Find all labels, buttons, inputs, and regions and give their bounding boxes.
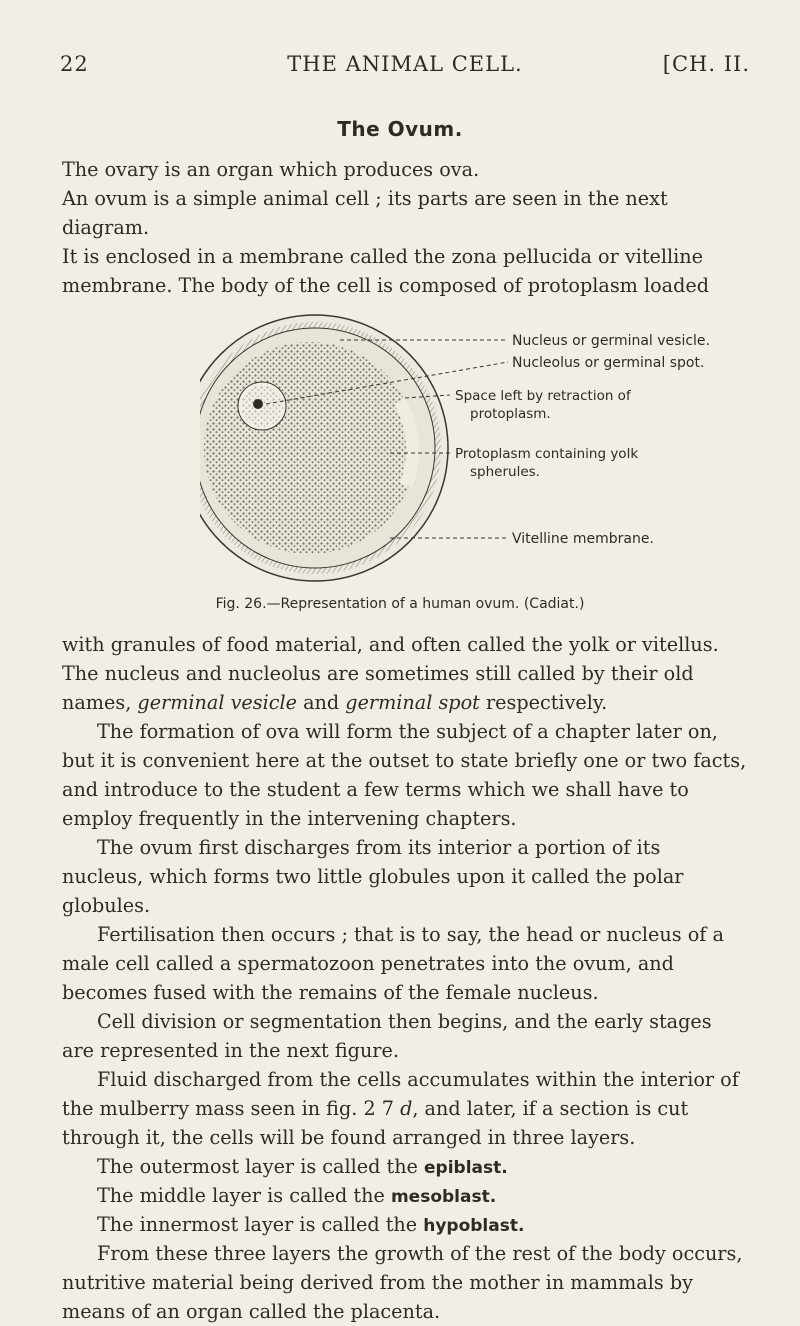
paragraph: The middle layer is called the mesoblast.	[97, 1184, 497, 1207]
chapter-marker: [CH. II.	[662, 52, 750, 76]
page-number: 22	[60, 52, 89, 76]
label-protoplasm-cont: spherules.	[470, 464, 540, 480]
term-mesoblast: mesoblast.	[390, 1187, 497, 1207]
term-hypoblast: hypoblast.	[423, 1216, 525, 1236]
term-epiblast: epiblast.	[424, 1158, 508, 1178]
paragraph: It is enclosed in a membrane called the zona pellucida or vitelline membrane. The body of the cell is composed of protoplasm loaded	[62, 245, 710, 297]
label-protoplasm: Protoplasm containing yolk	[455, 446, 639, 462]
label-space-cont: protoplasm.	[470, 406, 551, 422]
nucleolus	[253, 399, 263, 409]
protoplasm-region	[204, 342, 416, 554]
running-head	[60, 52, 750, 82]
paragraph: The outermost layer is called the epiblast.	[97, 1155, 508, 1178]
label-space: Space left by retraction of	[455, 388, 631, 404]
paragraph: Fluid discharged from the cells accumulates within the interior of the mulberry mass seen in fig. 2 7 d, and later, if a section is cut through it, the cells will be found arranged in three layers.	[62, 1068, 739, 1149]
running-title: THE ANIMAL CELL.	[287, 52, 523, 76]
paragraph: Cell division or segmentation then begins, and the early stages are represented in the next figure.	[62, 1010, 712, 1062]
label-nucleolus: Nucleolus or germinal spot.	[512, 355, 705, 371]
ovum-figure	[200, 308, 760, 588]
term-germinal-vesicle: germinal vesicle	[137, 691, 297, 714]
paragraph: The ovary is an organ which produces ova.	[62, 158, 480, 181]
paragraph: The formation of ova will form the subject of a chapter later on, but it is convenient here at the outset to state briefly one or two facts, and introduce to the student a few terms which we shall have to employ frequently in the intervening chapters.	[62, 720, 747, 830]
figure-caption: Fig. 26.—Representation of a human ovum. (Cadiat.)	[215, 596, 585, 612]
label-membrane: Vitelline membrane.	[512, 531, 654, 547]
section-title: The Ovum.	[337, 117, 463, 141]
paragraph: An ovum is a simple animal cell ; its parts are seen in the next diagram.	[62, 187, 668, 239]
label-nucleus: Nucleus or germinal vesicle.	[512, 333, 710, 349]
paragraph: From these three layers the growth of the rest of the body occurs, nutritive material being derived from the mother in mammals by means of an organ called the placenta.	[62, 1242, 743, 1323]
paragraph: with granules of food material, and often called the yolk or vitellus. The nucleus and nucleolus are sometimes still called by their old names, germinal vesicle and germinal spot respectively.	[62, 633, 719, 714]
paragraph: The innermost layer is called the hypoblast.	[97, 1213, 525, 1236]
ovum-diagram	[200, 308, 760, 588]
term-germinal-spot: germinal spot	[345, 691, 480, 714]
paragraph: The ovum first discharges from its interior a portion of its nucleus, which forms two little globules upon it called the polar globules.	[62, 836, 684, 917]
paragraph: Fertilisation then occurs ; that is to say, the head or nucleus of a male cell called a spermatozoon penetrates into the ovum, and becomes fused with the remains of the female nucleus.	[62, 923, 724, 1004]
